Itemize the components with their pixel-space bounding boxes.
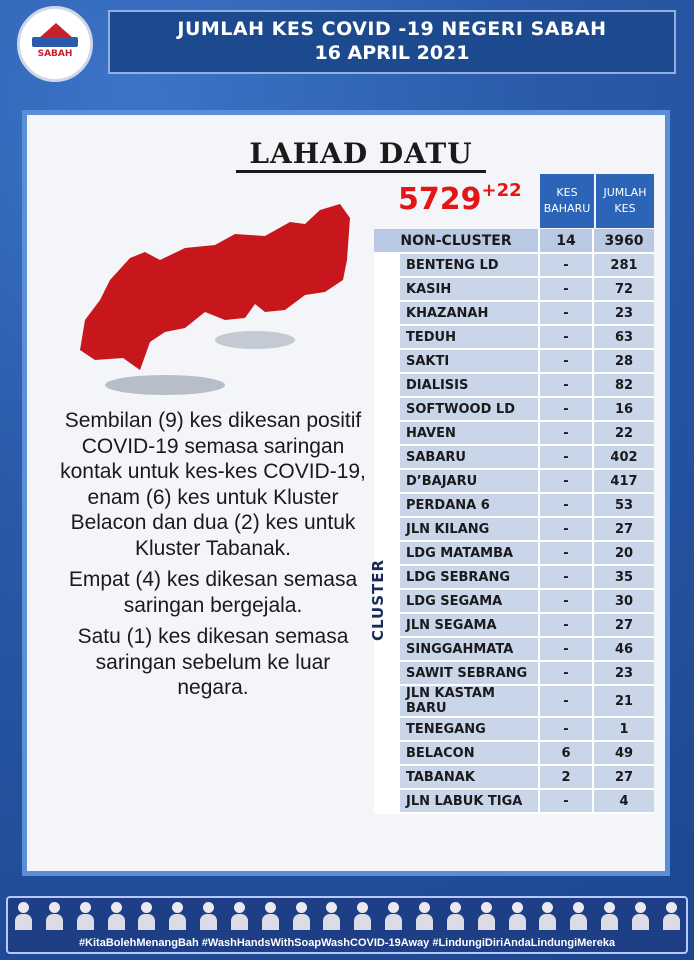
row-name: JLN LABUK TIGA: [400, 789, 539, 813]
row-name: SAKTI: [400, 349, 539, 373]
cluster-column-spacer: [374, 789, 400, 813]
row-new-cases: -: [539, 277, 593, 301]
row-new-cases: -: [539, 493, 593, 517]
row-total-cases: 21: [593, 685, 654, 717]
cluster-column-spacer: [374, 373, 400, 397]
row-name: PERDANA 6: [400, 493, 539, 517]
table-row: [374, 613, 654, 637]
map-region-shape: [80, 204, 350, 370]
row-new-cases: 14: [539, 229, 593, 253]
row-name: SINGGAHMATA: [400, 637, 539, 661]
total-value: 5729: [398, 182, 482, 217]
cluster-column-spacer: [374, 765, 400, 789]
description-para-2: Empat (4) kes dikesan semasa saringan bergejala.: [68, 568, 358, 617]
row-name: TEDUH: [400, 325, 539, 349]
footer-hashtags: #KitaBolehMenangBah #WashHandsWithSoapWashCOVID-19Away #LindungiDiriAndaLindungiMereka: [78, 937, 616, 949]
row-total-cases: 27: [593, 613, 654, 637]
row-name: JLN KILANG: [400, 517, 539, 541]
cluster-label: CLUSTER: [369, 558, 387, 642]
table-row: [374, 325, 654, 349]
district-name: LAHAD DATU: [236, 138, 486, 173]
cluster-column-spacer: [374, 277, 400, 301]
lahad-datu-map: [75, 200, 365, 400]
row-name: LDG MATAMBA: [400, 541, 539, 565]
row-new-cases: -: [539, 541, 593, 565]
table-row-non-cluster: [374, 229, 654, 253]
table-row: [374, 253, 654, 277]
row-total-cases: 20: [593, 541, 654, 565]
cluster-column-spacer: [374, 349, 400, 373]
table-row: [374, 765, 654, 789]
row-total-cases: 23: [593, 301, 654, 325]
row-total-cases: 82: [593, 373, 654, 397]
row-total-cases: 281: [593, 253, 654, 277]
person-figure-icon: [477, 902, 495, 930]
table-row: [374, 301, 654, 325]
description-text: [58, 408, 368, 707]
row-new-cases: 2: [539, 765, 593, 789]
row-total-cases: 27: [593, 765, 654, 789]
header-title: JUMLAH KES COVID -19 NEGERI SABAH: [177, 18, 607, 40]
cluster-column-spacer: [374, 253, 400, 277]
row-total-cases: 3960: [593, 229, 654, 253]
row-new-cases: -: [539, 397, 593, 421]
row-new-cases: -: [539, 637, 593, 661]
cluster-column-spacer: [374, 517, 400, 541]
cluster-column-spacer: [374, 661, 400, 685]
table-row: [374, 637, 654, 661]
row-total-cases: 417: [593, 469, 654, 493]
table-row: [374, 421, 654, 445]
row-total-cases: 46: [593, 637, 654, 661]
row-total-cases: 28: [593, 349, 654, 373]
description-para-3: Satu (1) kes dikesan semasa saringan sebelum ke luar negara.: [77, 625, 349, 699]
person-figure-icon: [322, 902, 340, 930]
person-figure-icon: [261, 902, 279, 930]
person-figure-icon: [353, 902, 371, 930]
table-row: [374, 741, 654, 765]
row-new-cases: -: [539, 373, 593, 397]
row-new-cases: -: [539, 613, 593, 637]
header-date: 16 APRIL 2021: [314, 42, 470, 64]
row-total-cases: 63: [593, 325, 654, 349]
row-name: NON-CLUSTER: [374, 229, 539, 253]
person-figure-icon: [292, 902, 310, 930]
row-total-cases: 1: [593, 717, 654, 741]
person-figure-icon: [384, 902, 402, 930]
table-row: [374, 493, 654, 517]
person-figure-icon: [107, 902, 125, 930]
table-row: [374, 589, 654, 613]
table-row: [374, 349, 654, 373]
person-figure-icon: [199, 902, 217, 930]
person-figure-icon: [415, 902, 433, 930]
person-figure-icon: [76, 902, 94, 930]
row-new-cases: 6: [539, 741, 593, 765]
row-name: SAWIT SEBRANG: [400, 661, 539, 685]
map-shadow-2: [215, 331, 295, 349]
row-new-cases: -: [539, 421, 593, 445]
row-name: JLN KASTAM BARU: [400, 685, 539, 717]
row-new-cases: -: [539, 517, 593, 541]
cluster-column-spacer: [374, 421, 400, 445]
table-row: [374, 565, 654, 589]
description-para-1: Sembilan (9) kes dikesan positif COVID-19 semasa saringan kontak untuk kes-kes COVID-19, enam (6) kes untuk Kluster Belacon dan dua (2) kes untuk Kluster Tabanak.: [60, 409, 366, 560]
row-new-cases: -: [539, 253, 593, 277]
table-row: [374, 541, 654, 565]
logo-banner: [32, 37, 78, 47]
row-total-cases: 23: [593, 661, 654, 685]
row-total-cases: 402: [593, 445, 654, 469]
row-name: LDG SEGAMA: [400, 589, 539, 613]
row-total-cases: 53: [593, 493, 654, 517]
person-figure-icon: [631, 902, 649, 930]
row-total-cases: 22: [593, 421, 654, 445]
row-name: BELACON: [400, 741, 539, 765]
row-total-cases: 16: [593, 397, 654, 421]
sabah-logo: [17, 6, 93, 82]
cluster-column-spacer: [374, 469, 400, 493]
person-figure-icon: [230, 902, 248, 930]
person-figure-icon: [508, 902, 526, 930]
table-row: [374, 397, 654, 421]
row-total-cases: 27: [593, 517, 654, 541]
row-new-cases: -: [539, 469, 593, 493]
person-figure-icon: [662, 902, 680, 930]
person-figure-icon: [45, 902, 63, 930]
person-figure-icon: [446, 902, 464, 930]
cluster-column-spacer: [374, 397, 400, 421]
footer-banner: [6, 896, 688, 954]
cluster-column-spacer: [374, 301, 400, 325]
row-total-cases: 72: [593, 277, 654, 301]
table-row: [374, 277, 654, 301]
row-new-cases: -: [539, 349, 593, 373]
table-row: [374, 685, 654, 717]
cluster-column-spacer: [374, 685, 400, 717]
row-total-cases: 4: [593, 789, 654, 813]
row-name: D’BAJARU: [400, 469, 539, 493]
person-figure-icon: [14, 902, 32, 930]
row-total-cases: 30: [593, 589, 654, 613]
table-row: [374, 469, 654, 493]
row-new-cases: -: [539, 685, 593, 717]
row-new-cases: -: [539, 565, 593, 589]
table-row: [374, 373, 654, 397]
row-name: HAVEN: [400, 421, 539, 445]
row-new-cases: -: [539, 789, 593, 813]
table-row: [374, 517, 654, 541]
row-new-cases: -: [539, 717, 593, 741]
cases-table: [374, 229, 654, 814]
row-name: BENTENG LD: [400, 253, 539, 277]
row-name: KASIH: [400, 277, 539, 301]
map-shadow: [105, 375, 225, 395]
logo-text: SABAH: [37, 49, 73, 59]
person-figure-icon: [168, 902, 186, 930]
row-name: KHAZANAH: [400, 301, 539, 325]
row-name: LDG SEBRANG: [400, 565, 539, 589]
row-name: JLN SEGAMA: [400, 613, 539, 637]
cluster-column-spacer: [374, 445, 400, 469]
person-figure-icon: [600, 902, 618, 930]
row-new-cases: -: [539, 589, 593, 613]
person-figure-icon: [538, 902, 556, 930]
cluster-column-spacer: [374, 493, 400, 517]
cluster-column-spacer: [374, 741, 400, 765]
col-header-total: JUMLAH KES: [596, 174, 654, 228]
district-total: [398, 182, 522, 217]
col-header-new: KES BAHARU: [540, 174, 594, 228]
total-increase: +22: [481, 180, 522, 201]
row-new-cases: -: [539, 301, 593, 325]
row-new-cases: -: [539, 445, 593, 469]
row-new-cases: -: [539, 661, 593, 685]
row-total-cases: 49: [593, 741, 654, 765]
row-name: SOFTWOOD LD: [400, 397, 539, 421]
footer-figures: [14, 902, 680, 932]
row-name: DIALISIS: [400, 373, 539, 397]
cluster-column-spacer: [374, 717, 400, 741]
row-name: SABARU: [400, 445, 539, 469]
row-total-cases: 35: [593, 565, 654, 589]
table-row: [374, 789, 654, 813]
row-name: TENEGANG: [400, 717, 539, 741]
person-figure-icon: [137, 902, 155, 930]
person-figure-icon: [569, 902, 587, 930]
table-row: [374, 661, 654, 685]
cluster-column-spacer: [374, 325, 400, 349]
row-name: TABANAK: [400, 765, 539, 789]
row-new-cases: -: [539, 325, 593, 349]
header-title-box: [108, 10, 676, 74]
table-row: [374, 445, 654, 469]
table-row: [374, 717, 654, 741]
